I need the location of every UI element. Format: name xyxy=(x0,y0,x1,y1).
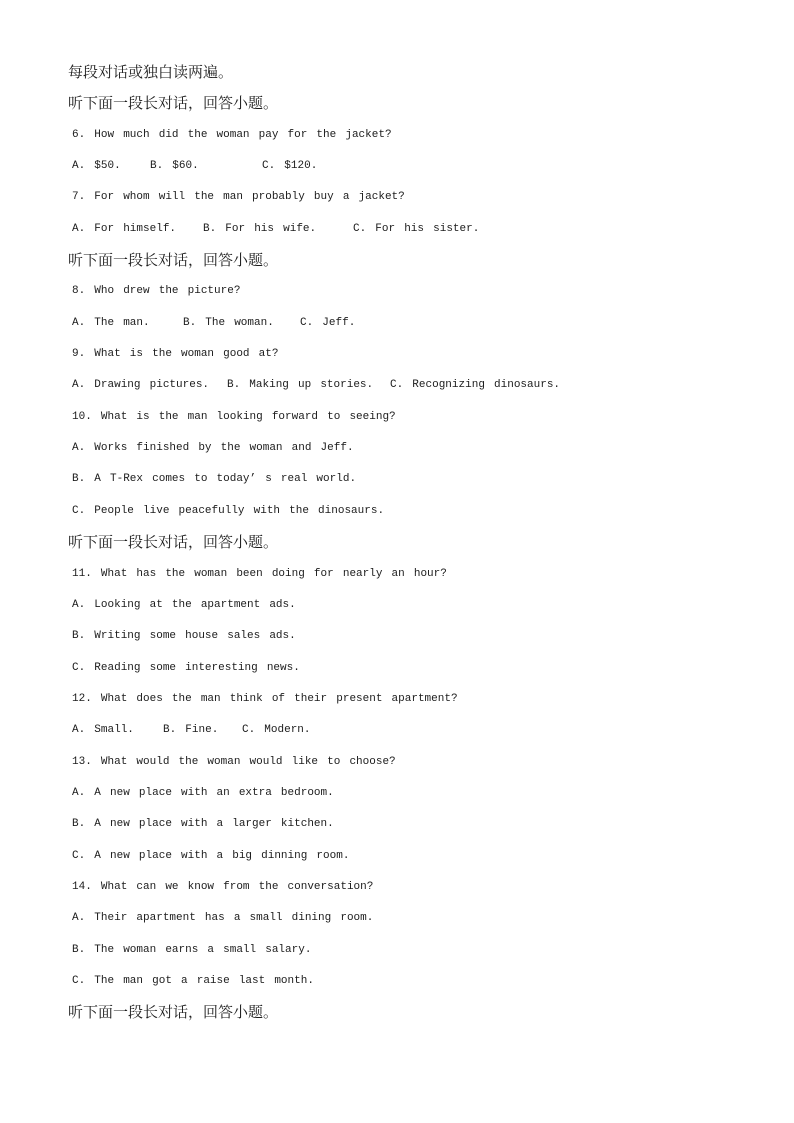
question-7-option-a: A. For himself. xyxy=(72,222,177,235)
question-14-option-a: A. Their apartment has a small dining room. xyxy=(72,912,374,925)
question-11-text: 11. What has the woman been doing for nearly an hour? xyxy=(72,567,447,580)
question-6-option-c: C. $120. xyxy=(262,160,318,173)
question-13-option-c: C. A new place with a big dinning room. xyxy=(72,849,350,862)
question-13-option-b: B. A new place with a larger kitchen. xyxy=(72,818,334,831)
question-9-options xyxy=(68,370,754,401)
question-9-text: 9. What is the woman good at? xyxy=(72,348,279,361)
question-12-option-b: B. Fine. xyxy=(163,724,219,737)
question-8-option-c: C. Jeff. xyxy=(300,316,356,329)
question-12-options xyxy=(68,715,754,746)
question-12-option-c: C. Modern. xyxy=(242,724,311,737)
dialogue-section-heading-2: 听下面一段长对话，回答小题。 xyxy=(68,252,279,270)
question-8-text: 8. Who drew the picture? xyxy=(72,285,241,298)
question-13-option-a: A. A new place with an extra bedroom. xyxy=(72,786,334,799)
question-7-text: 7. For whom will the man probably buy a jacket? xyxy=(72,191,405,204)
question-12-option-a: A. Small. xyxy=(72,724,134,737)
dialogue-section-heading-4: 听下面一段长对话，回答小题。 xyxy=(68,1004,279,1022)
dialogue-section-heading-3: 听下面一段长对话，回答小题。 xyxy=(68,534,279,552)
question-10-option-a: A. Works finished by the woman and Jeff. xyxy=(72,442,354,455)
question-10-option-b: B. A T-Rex comes to today’ s real world. xyxy=(72,473,357,486)
question-6-text: 6. How much did the woman pay for the jacket? xyxy=(72,128,392,141)
question-6-option-b: B. $60. xyxy=(150,160,199,173)
question-8-options xyxy=(68,308,754,339)
question-12-text: 12. What does the man think of their present apartment? xyxy=(72,692,458,705)
question-7-options xyxy=(68,214,754,245)
question-14-option-b: B. The woman earns a small salary. xyxy=(72,943,312,956)
question-10-text: 10. What is the man looking forward to seeing? xyxy=(72,410,396,423)
question-11-option-b: B. Writing some house sales ads. xyxy=(72,630,296,643)
question-7-option-c: C. For his sister. xyxy=(353,222,480,235)
question-11-option-a: A. Looking at the apartment ads. xyxy=(72,598,296,611)
question-7-option-b: B. For his wife. xyxy=(203,222,317,235)
question-8-option-b: B. The woman. xyxy=(183,316,274,329)
question-8-option-a: A. The man. xyxy=(72,316,150,329)
dialogue-section-heading-1: 听下面一段长对话，回答小题。 xyxy=(68,95,279,113)
replay-instruction: 每段对话或独白读两遍。 xyxy=(68,64,234,81)
question-9-option-a: A. Drawing pictures. xyxy=(72,379,210,392)
question-6-options xyxy=(68,151,754,182)
question-9-option-b: B. Making up stories. xyxy=(227,379,374,392)
question-14-text: 14. What can we know from the conversation? xyxy=(72,880,374,893)
question-14-option-c: C. The man got a raise last month. xyxy=(72,974,314,987)
question-6-option-a: A. $50. xyxy=(72,160,121,173)
question-11-option-c: C. Reading some interesting news. xyxy=(72,661,300,674)
question-13-text: 13. What would the woman would like to choose? xyxy=(72,755,396,768)
question-10-option-c: C. People live peacefully with the dinosaurs. xyxy=(72,504,385,517)
question-9-option-c: C. Recognizing dinosaurs. xyxy=(390,379,561,392)
